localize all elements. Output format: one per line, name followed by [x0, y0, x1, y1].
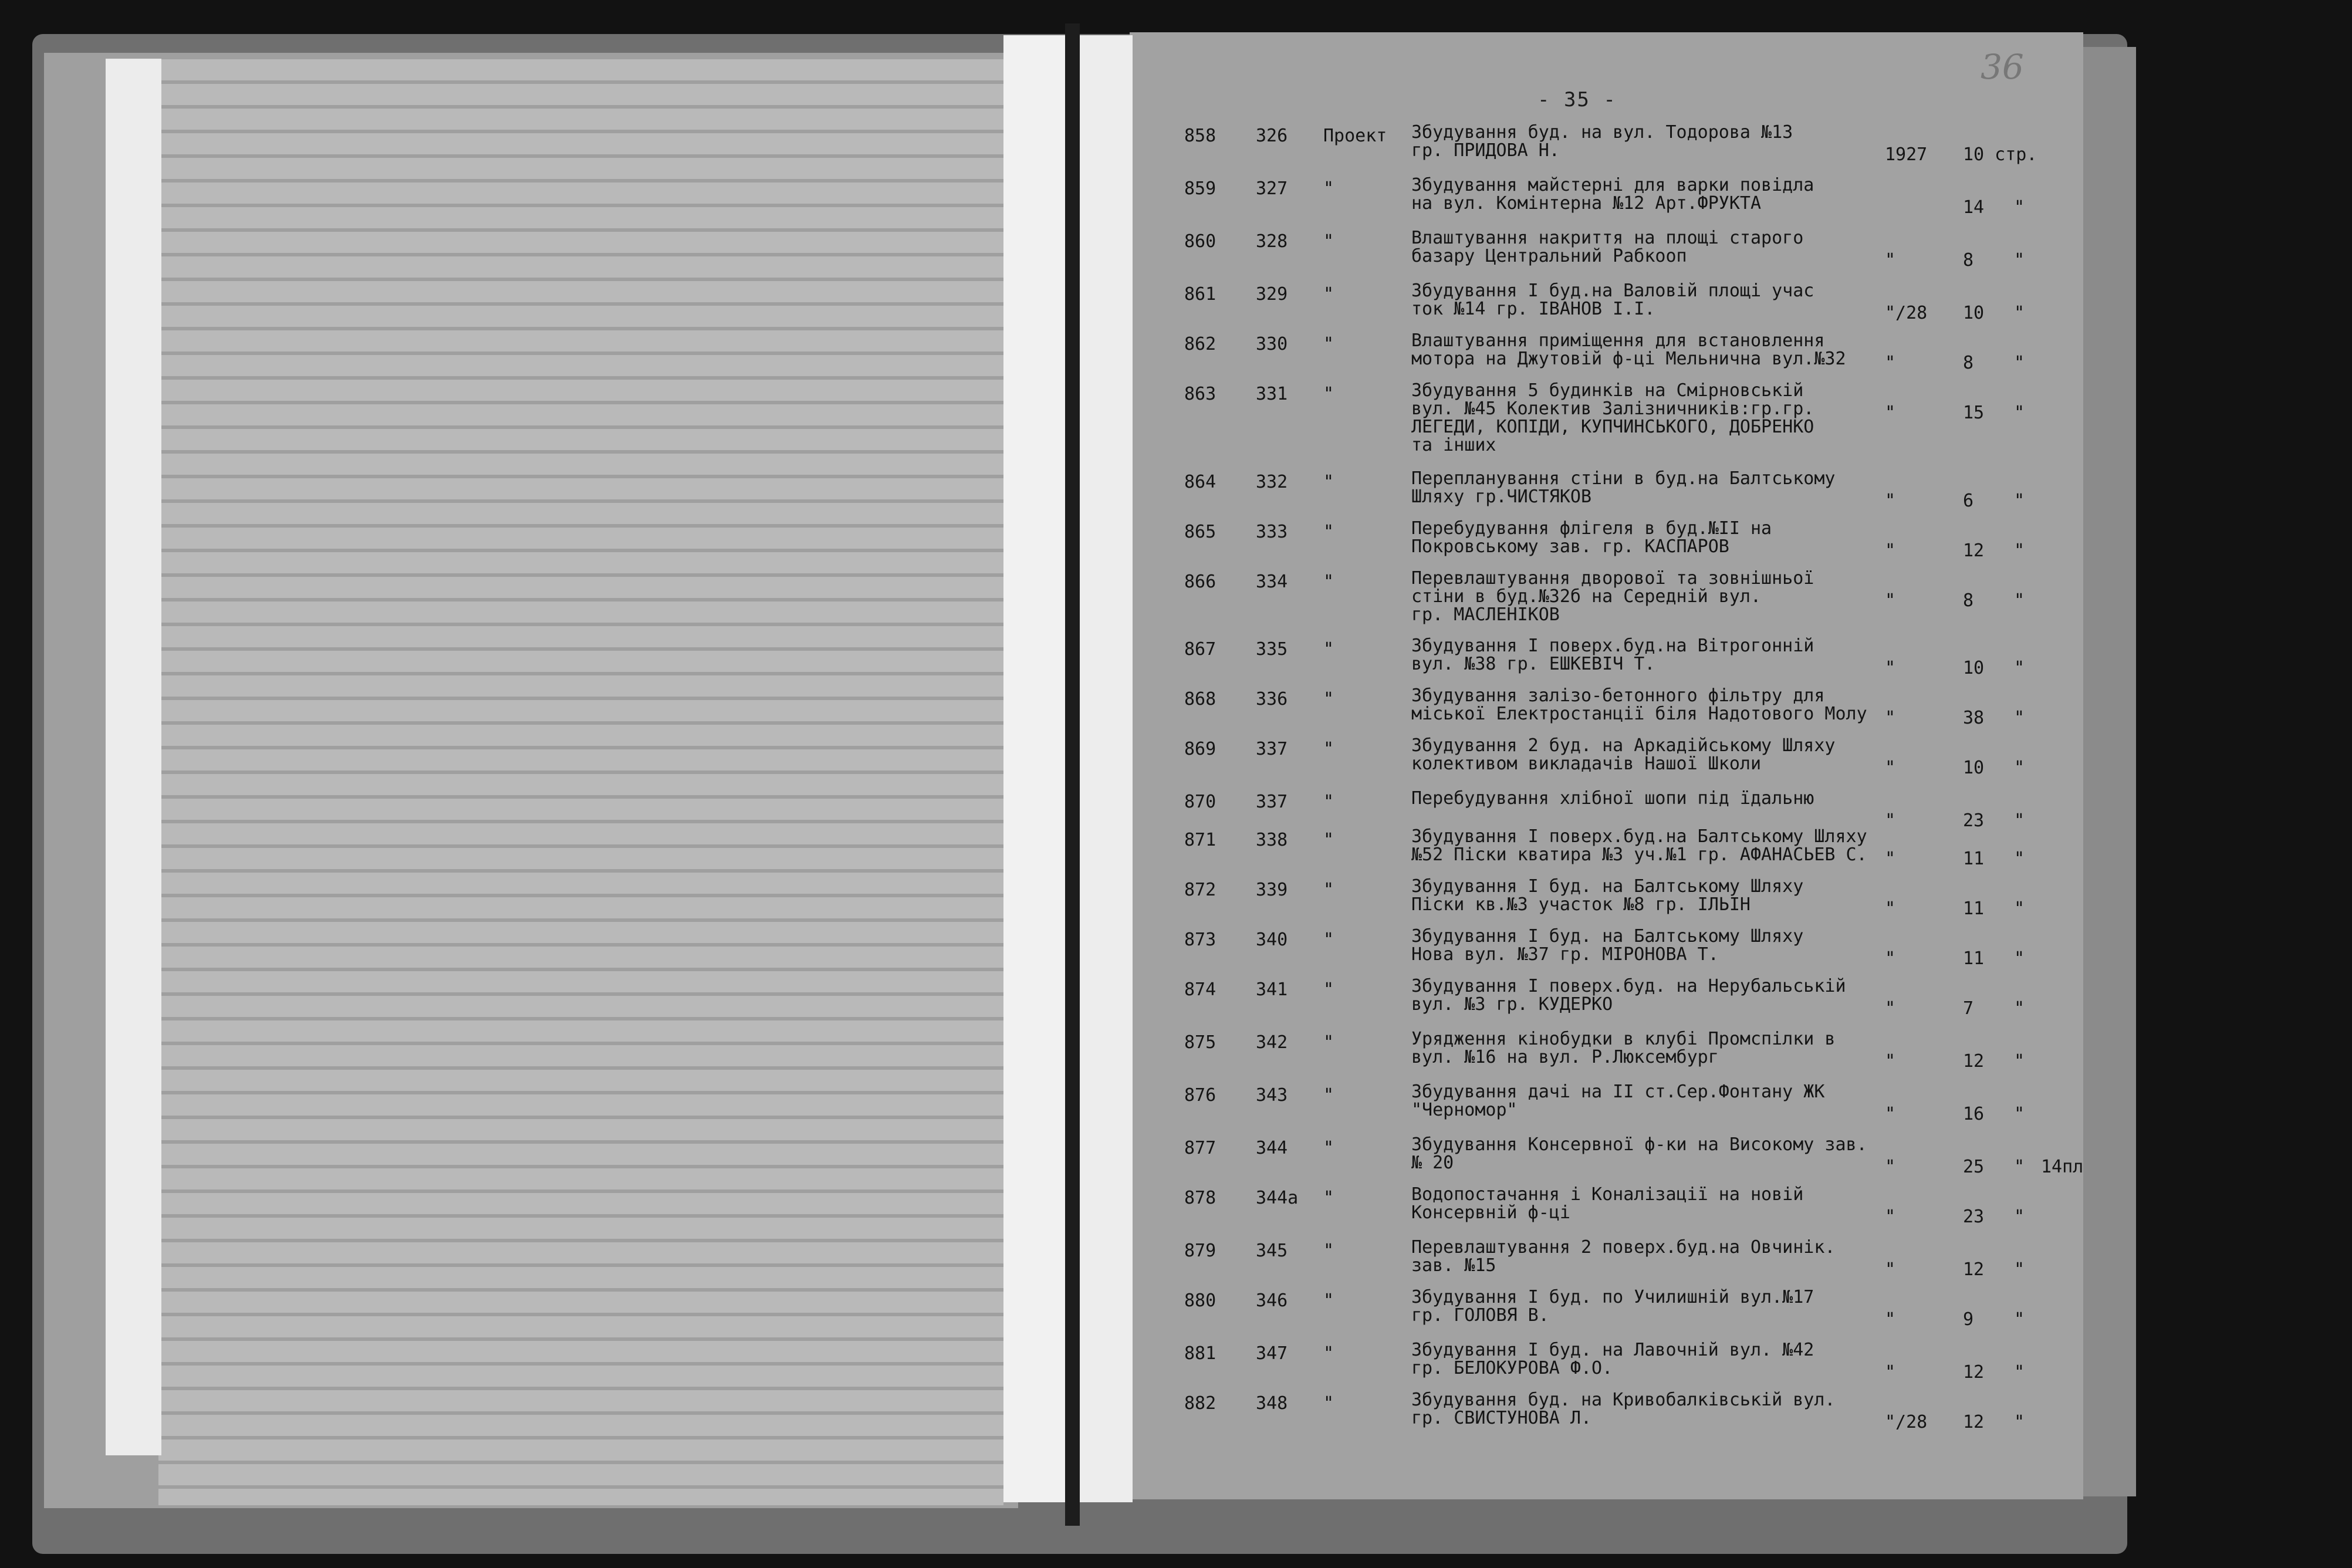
entry-number: 870 [1184, 792, 1216, 812]
order-number: 347 [1256, 1343, 1288, 1364]
sheet-count: 11 [1963, 849, 1985, 869]
document-kind: " [1323, 1393, 1334, 1414]
table-row [0, 876, 2025, 924]
sheet-count: 9 [1963, 1309, 1974, 1330]
ditto-mark: " [2014, 998, 2025, 1019]
sheet-count: 10 стр. [1963, 144, 2037, 165]
table-row [0, 281, 2025, 329]
entry-year: " [1885, 1259, 1896, 1280]
entry-description: Перепланування стіни в буд.на Балтському Шляху гр.ЧИСТЯКОВ [1411, 468, 1836, 507]
entry-number: 872 [1184, 880, 1216, 900]
entry-number: 882 [1184, 1393, 1216, 1414]
entry-number: 862 [1184, 334, 1216, 354]
ditto-mark: " [2014, 948, 2025, 969]
document-kind: " [1323, 1290, 1334, 1311]
order-number: 327 [1256, 178, 1288, 199]
sheet-count: 15 [1963, 403, 1985, 423]
table-row [0, 636, 2025, 684]
ditto-mark: " [2014, 1157, 2025, 1177]
order-number: 332 [1256, 472, 1288, 492]
order-number: 340 [1256, 930, 1288, 950]
document-kind: " [1323, 930, 1334, 950]
order-number: 348 [1256, 1393, 1288, 1414]
order-number: 339 [1256, 880, 1288, 900]
entry-year: " [1885, 658, 1896, 678]
table-row [0, 122, 2037, 170]
entry-year: " [1885, 1104, 1896, 1124]
entry-year: " [1885, 353, 1896, 373]
entry-description: Збудування I поверх.буд.на Балтському Шляху №52 Піски кватира №3 уч.№1 гр. АФАНАСЬЕВ С. [1411, 826, 1867, 865]
ditto-mark: " [2014, 1309, 2025, 1330]
document-kind: " [1323, 334, 1334, 354]
sheet-count: 7 [1963, 998, 1974, 1019]
entry-year: " [1885, 1051, 1896, 1072]
order-number: 342 [1256, 1032, 1288, 1053]
order-number: 334 [1256, 572, 1288, 592]
entry-description: Збудування I поверх.буд. на Нерубальській вул. №3 гр. КУДЕРКО [1411, 976, 1846, 1015]
entry-description: Збудування буд. на вул. Тодорова №13 гр. ПРИДОВА Н. [1411, 122, 1793, 161]
document-kind: " [1323, 1241, 1334, 1261]
entry-description: Перебудування флігеля в буд.№II на Покровському зав. гр. КАСПАРОВ [1411, 518, 1772, 557]
sheet-count: 12 [1963, 1259, 1985, 1280]
entry-description: Збудування залізо-бетонного фільтру для міської Електростанції біля Надотового Молу [1411, 685, 1867, 724]
entry-number: 868 [1184, 689, 1216, 709]
sheet-count: 14 [1963, 197, 1985, 218]
entry-number: 873 [1184, 930, 1216, 950]
document-kind: " [1323, 572, 1334, 592]
entry-year: " [1885, 403, 1896, 423]
entry-number: 863 [1184, 384, 1216, 404]
entry-description: Влаштування приміщення для встановлення мотора на Джутовій ф-ці Мельнична вул.№32 [1411, 330, 1846, 369]
entry-description: Збудування I буд.на Валовій площі учас ток №14 гр. IВАНОВ І.І. [1411, 281, 1814, 319]
order-number: 343 [1256, 1085, 1288, 1106]
order-number: 338 [1256, 830, 1288, 850]
order-number: 346 [1256, 1290, 1288, 1311]
order-number: 331 [1256, 384, 1288, 404]
table-row [0, 175, 2025, 223]
entry-description: Урядження кінобудки в клубі Промспілки в вул. №16 на вул. Р.Люксембург [1411, 1029, 1836, 1067]
sheet-count: 8 [1963, 353, 1974, 373]
entry-year: "/28 [1885, 1412, 1928, 1432]
sheet-count: 10 [1963, 303, 1985, 323]
table-row [0, 568, 2025, 625]
document-kind: " [1323, 639, 1334, 660]
entry-year: " [1885, 1309, 1896, 1330]
entry-description: Збудування Консервної ф-ки на Високому зав. № 20 [1411, 1134, 1867, 1173]
entry-description: Влаштування накриття на площі старого базару Центральний Рабкооп [1411, 228, 1804, 266]
table-row [0, 330, 2025, 379]
sheet-count: 8 [1963, 590, 1974, 611]
sheet-count: 12 [1963, 540, 1985, 561]
entry-number: 859 [1184, 178, 1216, 199]
entry-description: Збудування I буд. по Училишній вул.№17 гр. ГОЛОВЯ В. [1411, 1287, 1814, 1326]
sheet-count: 25 [1963, 1157, 1985, 1177]
entry-year: " [1885, 758, 1896, 778]
entry-description: Збудування буд. на Кривобалківській вул. гр. СВИСТУНОВА Л. [1411, 1390, 1836, 1428]
page-number: - 35 - [1537, 88, 1617, 111]
ditto-mark: " [2014, 1104, 2025, 1124]
document-kind: " [1323, 689, 1334, 709]
entry-number: 880 [1184, 1290, 1216, 1311]
entry-number: 860 [1184, 231, 1216, 252]
document-kind: " [1323, 1085, 1334, 1106]
entry-description: Збудування 2 буд. на Аркадійському Шляху колективом викладачів Нашої Школи [1411, 735, 1836, 774]
sheet-count: 23 [1963, 810, 1985, 831]
order-number: 344а [1256, 1188, 1299, 1208]
ditto-mark: " [2014, 353, 2025, 373]
entry-year: " [1885, 590, 1896, 611]
entry-year: 1927 [1885, 144, 1928, 165]
order-number: 344 [1256, 1138, 1288, 1158]
table-row [0, 468, 2025, 516]
order-number: 341 [1256, 979, 1288, 1000]
sheet-count: 12 [1963, 1412, 1985, 1432]
entry-number: 881 [1184, 1343, 1216, 1364]
ditto-mark: " [2014, 1259, 2025, 1280]
entry-number: 869 [1184, 739, 1216, 759]
order-number: 333 [1256, 522, 1288, 542]
document-kind: Проект [1323, 126, 1387, 146]
table-row [0, 976, 2025, 1024]
document-kind: " [1323, 178, 1334, 199]
ditto-mark: " [2014, 303, 2025, 323]
entry-number: 875 [1184, 1032, 1216, 1053]
sheet-count: 16 [1963, 1104, 1985, 1124]
order-number: 336 [1256, 689, 1288, 709]
order-number: 328 [1256, 231, 1288, 252]
sheet-count: 23 [1963, 1207, 1985, 1227]
entry-year: " [1885, 948, 1896, 969]
order-number: 326 [1256, 126, 1288, 146]
archive-page-mark: 36 [1981, 47, 2024, 87]
table-row [0, 1029, 2025, 1077]
entry-number: 871 [1184, 830, 1216, 850]
entry-number: 858 [1184, 126, 1216, 146]
document-kind: " [1323, 792, 1334, 812]
order-number: 335 [1256, 639, 1288, 660]
document-kind: " [1323, 1188, 1334, 1208]
sheet-count: 10 [1963, 758, 1985, 778]
document-kind: " [1323, 979, 1334, 1000]
sheet-count: 38 [1963, 708, 1985, 728]
order-number: 345 [1256, 1241, 1288, 1261]
entry-year: " [1885, 1157, 1896, 1177]
entry-description: Водопостачання і Коналізації на новій Консервній ф-ці [1411, 1184, 1804, 1223]
entry-number: 867 [1184, 639, 1216, 660]
table-row [0, 228, 2025, 276]
table-row [0, 1184, 2025, 1232]
document-kind: " [1323, 830, 1334, 850]
ditto-mark: " [2014, 758, 2025, 778]
table-row [0, 1340, 2025, 1388]
sheet-count: 12 [1963, 1362, 1985, 1383]
entry-year: "/28 [1885, 303, 1928, 323]
ditto-mark: " [2014, 250, 2025, 271]
order-number: 337 [1256, 792, 1288, 812]
entry-number: 864 [1184, 472, 1216, 492]
ditto-mark: " [2014, 590, 2025, 611]
entry-year: " [1885, 898, 1896, 919]
sheet-count: 8 [1963, 250, 1974, 271]
entry-number: 865 [1184, 522, 1216, 542]
entry-number: 866 [1184, 572, 1216, 592]
entry-year: " [1885, 849, 1896, 869]
table-row [0, 826, 2025, 874]
entry-year: " [1885, 250, 1896, 271]
entry-number: 874 [1184, 979, 1216, 1000]
entry-year: " [1885, 1207, 1896, 1227]
entry-number: 861 [1184, 284, 1216, 305]
document-kind: " [1323, 384, 1334, 404]
document-kind: " [1323, 880, 1334, 900]
entry-year: " [1885, 540, 1896, 561]
table-row [0, 735, 2025, 783]
entry-year: " [1885, 998, 1896, 1019]
entry-description: Збудування I поверх.буд.на Вітрогонній вул. №38 гр. ЕШКЕВІЧ Т. [1411, 636, 1814, 674]
entry-description: Перебудування хлібної шопи під їдальню [1411, 788, 1814, 809]
order-number: 329 [1256, 284, 1288, 305]
ditto-mark: " [2014, 1207, 2025, 1227]
ditto-mark: " [2014, 1051, 2025, 1072]
document-kind: " [1323, 1032, 1334, 1053]
table-row [0, 1082, 2025, 1130]
document-kind: " [1323, 284, 1334, 305]
sheet-count: 6 [1963, 491, 1974, 511]
ditto-mark: " [2014, 1362, 2025, 1383]
entry-description: Збудування дачі на II ст.Сер.Фонтану ЖК "Черномор" [1411, 1082, 1825, 1120]
entry-number: 878 [1184, 1188, 1216, 1208]
table-row [0, 685, 2025, 734]
ditto-mark: " [2014, 1412, 2025, 1432]
ditto-mark: " [2014, 708, 2025, 728]
entry-description: Збудування майстерні для варки повідла на вул. Комінтерна №12 Арт.ФРУКТА [1411, 175, 1814, 214]
ditto-mark: " [2014, 898, 2025, 919]
ditto-mark: " [2014, 403, 2025, 423]
page-stack-edge [2083, 47, 2136, 1496]
ditto-mark: " [2014, 658, 2025, 678]
entry-year: " [1885, 708, 1896, 728]
table-row [0, 1237, 2025, 1285]
document-kind: " [1323, 472, 1334, 492]
margin-note: 14пл [2041, 1157, 2084, 1177]
ditto-mark: " [2014, 849, 2025, 869]
entry-description: Збудування I буд. на Балтському Шляху Нова вул. №37 гр. МІРОНОВА Т. [1411, 926, 1804, 965]
document-kind: " [1323, 739, 1334, 759]
document-kind: " [1323, 1138, 1334, 1158]
ditto-mark: " [2014, 197, 2025, 218]
order-number: 330 [1256, 334, 1288, 354]
order-number: 337 [1256, 739, 1288, 759]
sheet-count: 11 [1963, 948, 1985, 969]
entry-number: 877 [1184, 1138, 1216, 1158]
entry-number: 879 [1184, 1241, 1216, 1261]
table-row [0, 1390, 2025, 1438]
table-row [0, 926, 2025, 974]
entry-description: Перевлаштування дворової та зовнішньої стіни в буд.№32б на Середній вул. гр. МАСЛЕНІКОВ [1411, 568, 1814, 625]
entry-description: Збудування I буд. на Лавочній вул. №42 гр. БЕЛОКУРОВА Ф.О. [1411, 1340, 1814, 1378]
document-kind: " [1323, 231, 1334, 252]
ditto-mark: " [2014, 810, 2025, 831]
entry-description: Збудування I буд. на Балтському Шляху Піски кв.№3 участок №8 гр. ІЛЬІН [1411, 876, 1804, 915]
sheet-count: 11 [1963, 898, 1985, 919]
table-row [0, 1134, 2084, 1182]
ditto-mark: " [2014, 491, 2025, 511]
entry-description: Збудування 5 будинків на Смірновській вул. №45 Колектив Залізничників:гр.гр. ЛЕГЕДИ, КОПІДИ, КУПЧИНСЬКОГО, ДОБРЕНКО та інших [1411, 380, 1814, 455]
entry-year: " [1885, 810, 1896, 831]
sheet-count: 10 [1963, 658, 1985, 678]
sheet-count: 12 [1963, 1051, 1985, 1072]
document-kind: " [1323, 1343, 1334, 1364]
ditto-mark: " [2014, 540, 2025, 561]
entry-year: " [1885, 1362, 1896, 1383]
table-row [0, 1287, 2025, 1335]
document-kind: " [1323, 522, 1334, 542]
entry-number: 876 [1184, 1085, 1216, 1106]
table-row [0, 380, 2025, 455]
table-row [0, 518, 2025, 566]
entry-year: " [1885, 491, 1896, 511]
entry-description: Перевлаштування 2 поверх.буд.на Овчинік. зав. №15 [1411, 1237, 1836, 1276]
